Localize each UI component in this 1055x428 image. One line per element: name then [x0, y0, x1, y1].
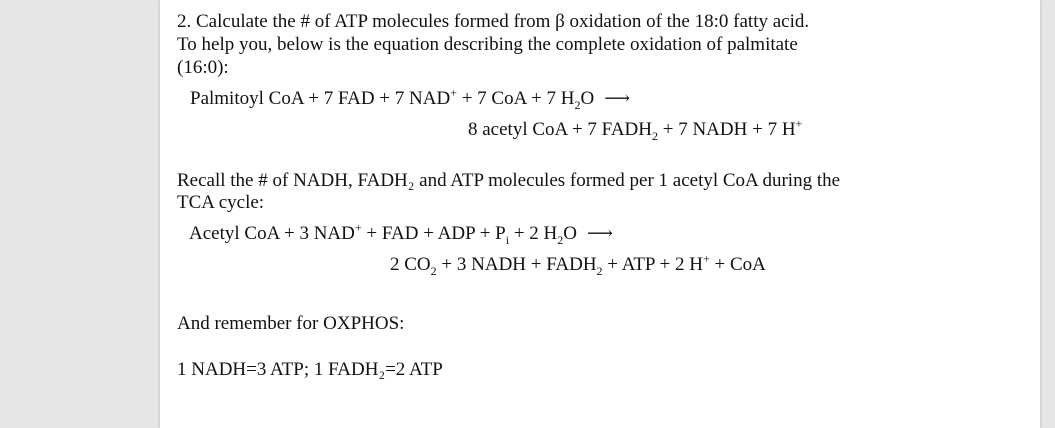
eq2-reaction-arrow: ⟶ [587, 223, 613, 243]
eq1-lhs [190, 86, 630, 111]
eq2-proton-charge: + [702, 251, 710, 266]
oxphos-heading: And remember for OXPHOS: [177, 313, 405, 334]
oxphos-values: 1 NADH=3 ATP; 1 FADH₂=2 ATP [177, 359, 443, 380]
question-line-1: 2. Calculate the # of ATP molecules formed from β oxidation of the 18:0 fatty acid. [177, 11, 810, 32]
eq2-rhs [390, 253, 766, 277]
eq1-lhs-part-b: + 7 CoA + 7 H [456, 88, 575, 109]
eq1-proton-charge: + [795, 116, 803, 131]
eq2-co2-subscript: 2 [430, 263, 437, 278]
eq2-lhs-part-a: Acetyl CoA + 3 NAD [189, 223, 355, 244]
eq2-rhs-part-a: 2 CO [390, 254, 431, 275]
eq2-nad-charge: + [354, 220, 362, 235]
eq1-rhs [468, 118, 802, 142]
eq1-fadh-subscript: 2 [652, 128, 658, 143]
recall-line-2: TCA cycle: [177, 192, 265, 213]
eq1-reaction-arrow: ⟶ [604, 88, 631, 108]
eq1-lhs-part-c: O [580, 88, 595, 109]
question-line-3: (16:0): [177, 57, 229, 78]
eq2-rhs-part-d: + CoA [709, 254, 766, 275]
recall-line-1: Recall the # of NADH, FADH₂ and ATP molecules formed per 1 acetyl CoA during the [177, 170, 841, 191]
eq2-rhs-part-c: + ATP + 2 H [602, 254, 703, 275]
question-line-2: To help you, below is the equation describing the complete oxidation of palmitate [177, 34, 798, 55]
eq1-nad-charge: + [450, 85, 457, 100]
eq1-rhs-part-a: 8 acetyl CoA + 7 FADH [468, 119, 652, 140]
eq2-phosphate-subscript: i [505, 232, 510, 247]
eq2-rhs-part-b: + 3 NADH + FADH [436, 254, 597, 275]
eq2-lhs-part-c: + 2 H [509, 223, 558, 244]
eq2-lhs-part-d: O [563, 223, 577, 244]
eq1-water-subscript: 2 [574, 97, 581, 112]
eq2-lhs [189, 221, 613, 246]
eq1-lhs-part-a: Palmitoyl CoA + 7 FAD + 7 NAD [190, 88, 451, 109]
eq1-rhs-part-b: + 7 NADH + 7 H [658, 119, 796, 140]
eq2-lhs-part-b: + FAD + ADP + P [361, 223, 506, 244]
document-page [160, 0, 1040, 428]
eq2-fadh-subscript: 2 [596, 263, 603, 278]
eq2-water-subscript: 2 [557, 232, 564, 247]
